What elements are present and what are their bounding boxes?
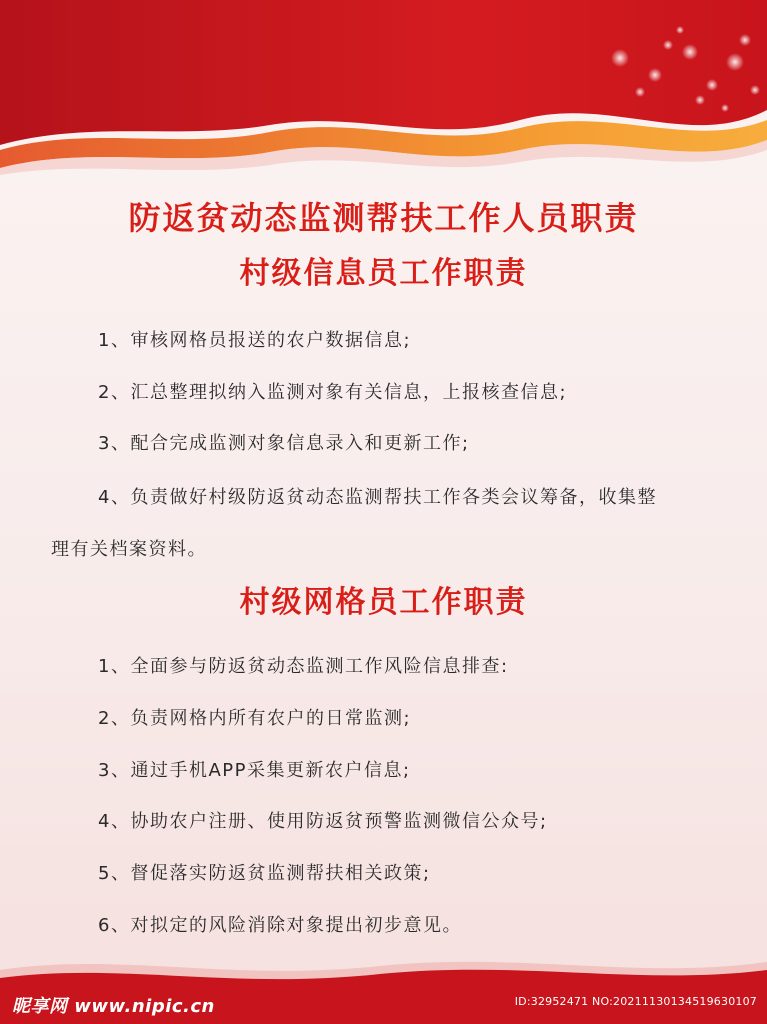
section2-item-3: 3、通过手机APP采集更新农户信息;: [98, 760, 411, 781]
section2-title: 村级网格员工作职责: [239, 585, 528, 620]
section1-item-1: 1、审核网格员报送的农户数据信息;: [98, 330, 412, 351]
section1-item-4: 4、负责做好村级防返贫动态监测帮扶工作各类会议筹备，收集整: [98, 487, 657, 508]
section2-item-2: 2、负责网格内所有农户的日常监测;: [98, 708, 412, 729]
section1-item-3: 3、配合完成监测对象信息录入和更新工作;: [98, 433, 470, 454]
page-title: 防返贫动态监测帮扶工作人员职责: [128, 199, 639, 237]
section2-item-4: 4、协助农户注册、使用防返贫预警监测微信公众号;: [98, 811, 548, 832]
section1-item-4-cont: 理有关档案资料。: [51, 539, 207, 560]
section2-item-5: 5、督促落实防返贫监测帮扶相关政策;: [98, 863, 431, 884]
section1-item-2: 2、汇总整理拟纳入监测对象有关信息，上报核查信息;: [98, 382, 568, 403]
section2-item-6: 6、对拟定的风险消除对象提出初步意见。: [98, 915, 462, 936]
section2-item-1: 1、全面参与防返贫动态监测工作风险信息排查:: [98, 656, 509, 677]
section1-title: 村级信息员工作职责: [239, 256, 528, 291]
top-wave-banner: [0, 0, 767, 175]
watermark-logo: 昵享网 www.nipic.cn: [12, 996, 215, 1017]
image-id-text: ID:32952471 NO:20211130134519630107: [514, 995, 757, 1008]
